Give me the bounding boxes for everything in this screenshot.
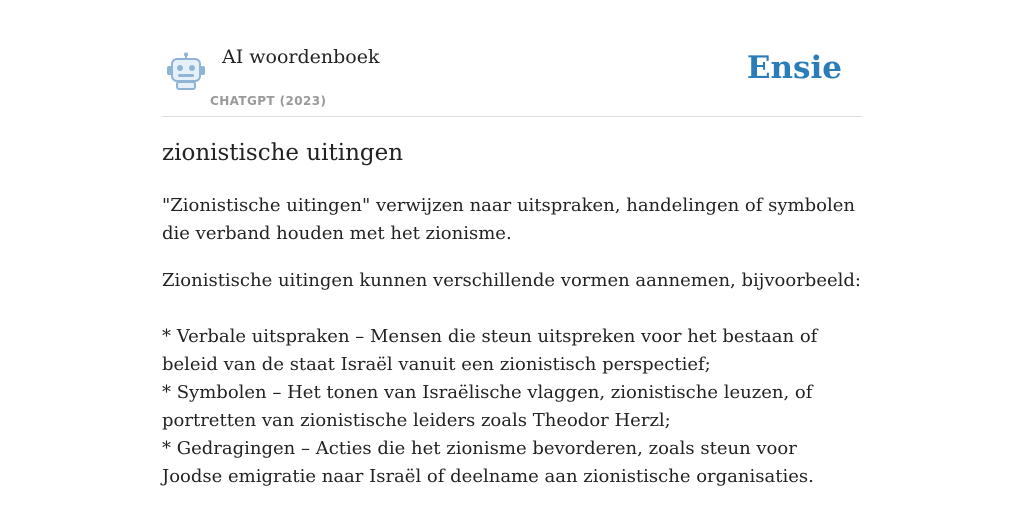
definition-item: * Gedragingen – Acties die het zionisme bevorderen, zoals steun voor Joodse emigratie naar Israël of deelname aan zionistische organisaties. — [162, 438, 814, 487]
robot-icon — [166, 52, 206, 90]
definition-item: * Verbale uitspraken – Mensen die steun uitspreken voor het bestaan of beleid van de staat Israël vanuit een zionistisch perspectief; — [162, 326, 818, 375]
definition-intro: "Zionistische uitingen" verwijzen naar uitspraken, handelingen of symbolen die verband houden met het zionisme. — [162, 195, 855, 244]
entry-definition — [162, 192, 862, 491]
brand-logo[interactable]: Ensie — [746, 50, 842, 86]
entry-term: zionistische uitingen — [162, 140, 404, 166]
source-title[interactable]: AI woordenboek — [222, 46, 380, 68]
source-subtitle: CHATGPT (2023) — [210, 94, 327, 108]
definition-item: * Symbolen – Het tonen van Israëlische vlaggen, zionistische leuzen, of portretten van zionistische leiders zoals Theodor Herzl; — [162, 382, 813, 431]
entry-header — [162, 36, 862, 117]
definition-lead: Zionistische uitingen kunnen verschillende vormen aannemen, bijvoorbeeld: — [162, 270, 861, 291]
